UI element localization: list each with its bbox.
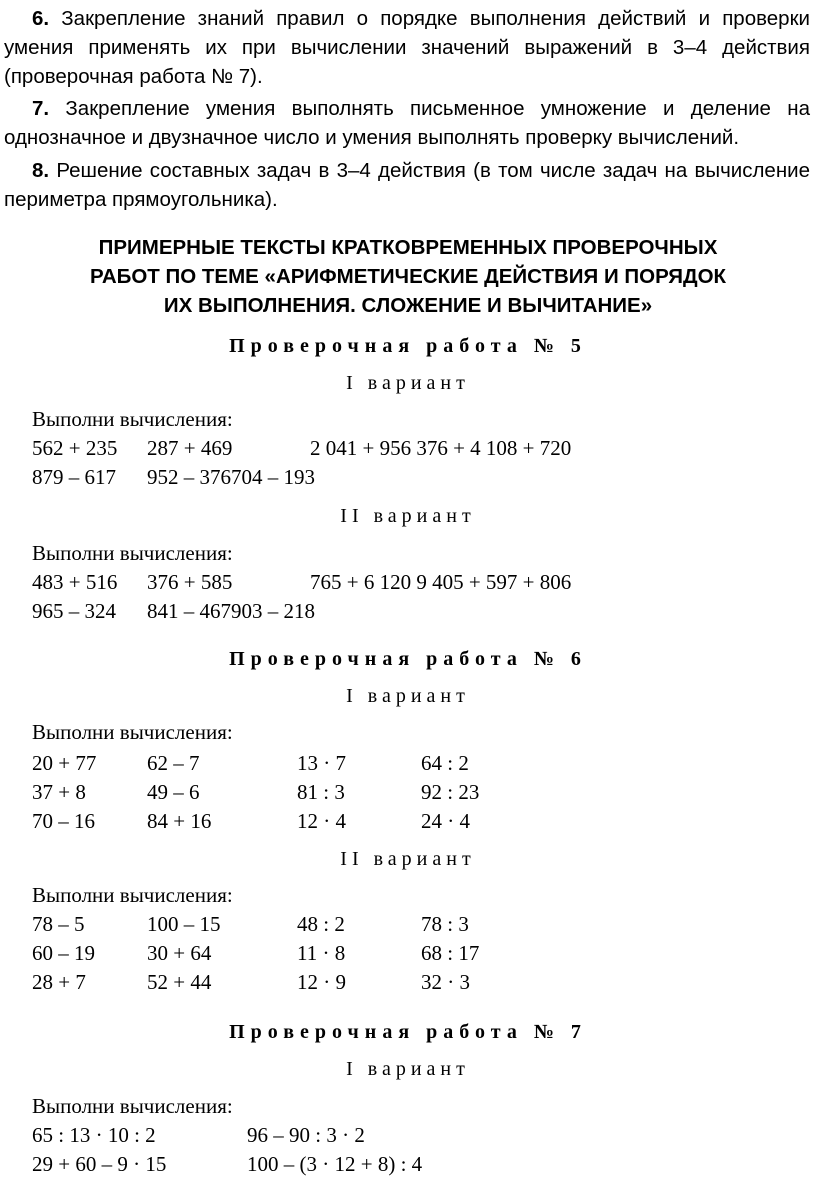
variant-label: II вариант [340, 848, 476, 870]
section-heading [0, 233, 816, 320]
item-text: Закрепление умения выполнять письменное умножение и деление на однозначное и двузначное число и умения выполнять проверку вычислений. [4, 97, 810, 149]
item-number: 8. [32, 159, 50, 182]
expression: 952 – 376704 – 193 [147, 465, 315, 489]
work-title: Проверочная работа № 7 [229, 1021, 587, 1043]
expression: 37 + 8 [32, 780, 86, 804]
expression: 29 + 60 – 9 · 15 [32, 1152, 167, 1176]
expression: 765 + 6 120 9 405 + 597 + 806 [310, 570, 572, 594]
work-title: Проверочная работа № 6 [229, 648, 587, 670]
expression: 81 : 3 [297, 780, 345, 804]
expression: 2 041 + 956 376 + 4 108 + 720 [310, 436, 572, 460]
expression: 62 – 7 [147, 751, 200, 775]
instruction: Выполни вычисления: [32, 883, 233, 907]
expression: 20 + 77 [32, 751, 97, 775]
work-title: Проверочная работа № 5 [229, 335, 587, 357]
item-text: Закрепление знаний правил о порядке выполнения действий и проверки умения применять их при вычислении значений выражений в 3–4 действия (проверочная работа № 7). [4, 7, 810, 88]
expression: 11 · 8 [297, 941, 346, 965]
variant-label: I вариант [346, 685, 470, 707]
expression: 92 : 23 [421, 780, 480, 804]
expression: 12 · 4 [297, 809, 346, 833]
heading-line: РАБОТ ПО ТЕМЕ «АРИФМЕТИЧЕСКИЕ ДЕЙСТВИЯ И ПОРЯДОК [89, 265, 727, 288]
heading-line: ПРИМЕРНЫЕ ТЕКСТЫ КРАТКОВРЕМЕННЫХ ПРОВЕРОЧНЫХ [98, 236, 718, 259]
variant-label: II вариант [340, 505, 476, 527]
expression: 287 + 469 [147, 436, 233, 460]
expression: 84 + 16 [147, 809, 212, 833]
expression: 12 · 9 [297, 970, 346, 994]
list-item-7 [4, 94, 810, 152]
expression: 13 · 7 [297, 751, 346, 775]
instruction: Выполни вычисления: [32, 407, 233, 431]
variant-label: I вариант [346, 372, 470, 394]
expression: 68 : 17 [421, 941, 480, 965]
list-item-6 [4, 4, 810, 91]
expression: 78 : 3 [421, 912, 469, 936]
expression: 96 – 90 : 3 · 2 [247, 1123, 365, 1147]
item-number: 6. [32, 7, 50, 30]
expression: 483 + 516 [32, 570, 118, 594]
expression: 64 : 2 [421, 751, 469, 775]
expression: 32 · 3 [421, 970, 470, 994]
instruction: Выполни вычисления: [32, 541, 233, 565]
item-number: 7. [32, 97, 50, 120]
heading-line: ИХ ВЫПОЛНЕНИЯ. СЛОЖЕНИЕ И ВЫЧИТАНИЕ» [163, 294, 653, 317]
instruction: Выполни вычисления: [32, 720, 233, 744]
expression: 52 + 44 [147, 970, 212, 994]
expression: 70 – 16 [32, 809, 95, 833]
expression: 24 · 4 [421, 809, 470, 833]
expression: 100 – 15 [147, 912, 221, 936]
instruction: Выполни вычисления: [32, 1094, 233, 1118]
expression: 60 – 19 [32, 941, 95, 965]
expression: 65 : 13 · 10 : 2 [32, 1123, 156, 1147]
list-item-8 [4, 156, 810, 214]
expression: 78 – 5 [32, 912, 85, 936]
expression: 30 + 64 [147, 941, 212, 965]
item-text: Решение составных задач в 3–4 действия (в том числе задач на вычисление периметра прямоугольника). [4, 159, 811, 211]
expression: 376 + 585 [147, 570, 233, 594]
expression: 100 – (3 · 12 + 8) : 4 [247, 1152, 423, 1176]
expression: 48 : 2 [297, 912, 345, 936]
expression: 49 – 6 [147, 780, 200, 804]
expression: 841 – 467903 – 218 [147, 599, 315, 623]
expression: 879 – 617 [32, 465, 116, 489]
variant-label: I вариант [346, 1058, 470, 1080]
expression: 562 + 235 [32, 436, 118, 460]
expression: 965 – 324 [32, 599, 116, 623]
expression: 28 + 7 [32, 970, 86, 994]
